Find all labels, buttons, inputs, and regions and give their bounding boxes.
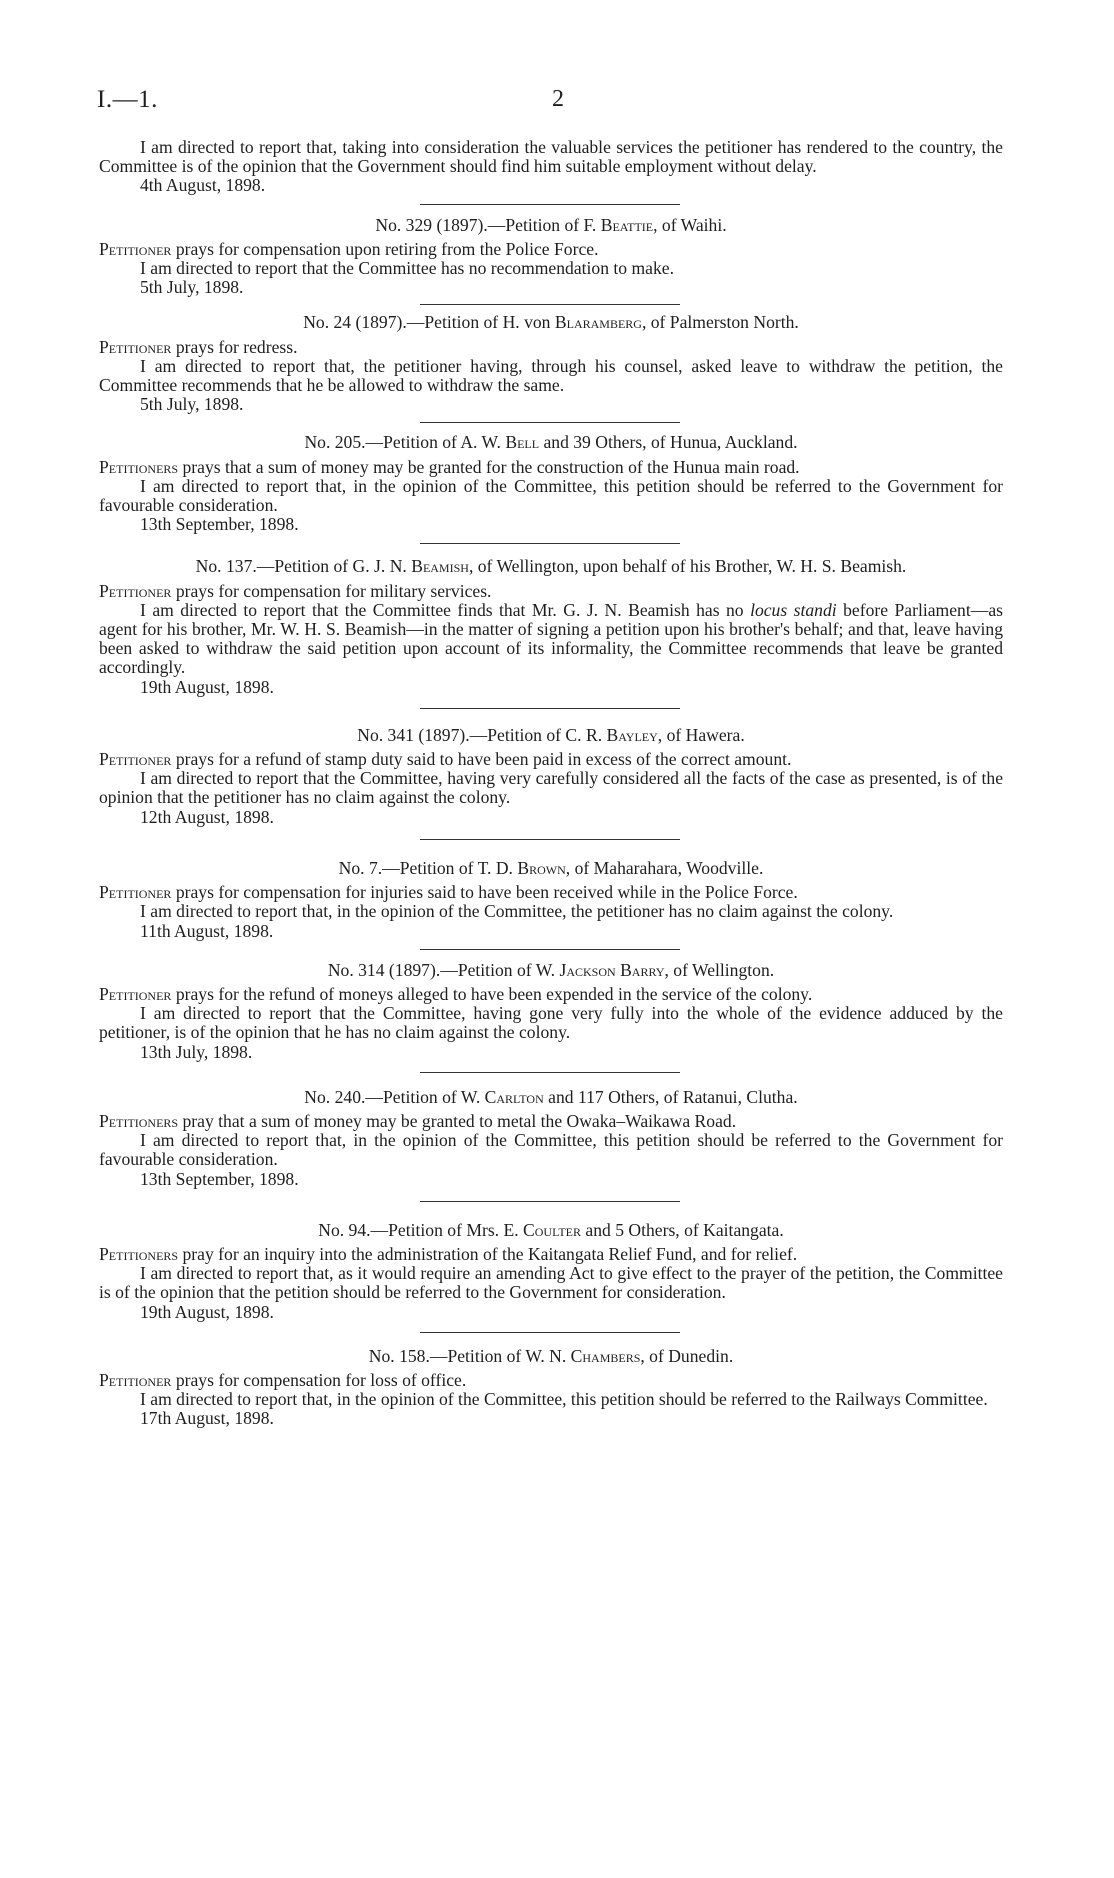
report-date: 4th August, 1898. [140, 175, 266, 196]
committee-report [99, 259, 1003, 278]
report-text: I am directed to report that the Committee has no recommendation to make. [140, 258, 674, 279]
petition-prayer [99, 985, 1003, 1004]
prayer-text: prays for compensation for military services. [171, 580, 492, 601]
petitioner-lead: Petitioner [99, 882, 172, 903]
report-text: I am directed to report that, the petitioner having, through his counsel, asked leave to withdraw the petition, the Committee recommends that he be allowed to withdraw the same. [99, 355, 1003, 396]
prayer-text: prays for compensation for injuries said to have been received while in the Police Force. [171, 882, 798, 903]
petitioner-lead: Petitioners [99, 1110, 179, 1131]
petition-entry [99, 859, 1003, 941]
petition-entry [99, 961, 1003, 1062]
petition-prayer [99, 582, 1003, 601]
report-italic-phrase: locus standi [750, 599, 837, 620]
page-number: 2 [552, 86, 564, 112]
report-text: I am directed to report that, in the opinion of the Committee, the petitioner has no claim against the colony. [140, 901, 894, 922]
petition-title-rest: , of Wellington, upon behalf of his Brother, W. H. S. Beamish. [468, 556, 907, 577]
report-text: I am directed to report that the Committee, having gone very fully into the whole of the evidence adduced by the petitioner, is of the opinion that he has no claim against the colony. [99, 1003, 1003, 1043]
petition-title [99, 726, 1003, 745]
petition-title [99, 1088, 1003, 1107]
petition-title [99, 433, 1003, 452]
petition-prayer [99, 1245, 1003, 1264]
committee-report [99, 902, 1003, 921]
prayer-text: prays that a sum of money may be granted for the construction of the Hunua main road. [178, 456, 800, 477]
section-divider [420, 839, 680, 840]
report-date: 19th August, 1898. [140, 1301, 274, 1322]
petition-title-text: No. 158.—Petition of W. N. [368, 1345, 571, 1366]
petition-title [99, 557, 1003, 576]
committee-report [99, 1131, 1003, 1169]
petition-prayer [99, 883, 1003, 902]
petition-entry [99, 726, 1003, 827]
petitioner-lead: Petitioners [99, 1243, 179, 1264]
petition-prayer [99, 458, 1003, 477]
prayer-text: prays for compensation upon retiring from the Police Force. [171, 238, 599, 259]
intro-report [99, 138, 1003, 196]
committee-report [99, 357, 1003, 395]
section-divider [420, 949, 680, 950]
petition-title [99, 216, 1003, 235]
section-divider [420, 1201, 680, 1202]
petition-title-text: No. 205.—Petition of A. W. [304, 432, 506, 453]
petition-prayer [99, 1112, 1003, 1131]
petition-title-text: No. 329 (1897).—Petition of F. [375, 214, 601, 235]
report-text-continued: before Parliament—as agent for his brother, Mr. W. H. S. Beamish—in the matter of signing a petition upon his brother's behalf; and that, leave having been asked to withdraw the said petition upon account of its informality, the Committee recommends that leave be granted accordingly. [99, 599, 1003, 678]
document-body [99, 138, 1003, 1429]
petition-title-rest: , of Wellington. [664, 959, 775, 980]
petition-prayer [99, 750, 1003, 769]
report-text: I am directed to report that the Committee, having very carefully considered all the facts of the case as presented, is of the opinion that the petitioner has no claim against the colony. [99, 768, 1003, 808]
petition-entry [99, 1088, 1003, 1189]
petitioner-name: Beattie [600, 214, 654, 235]
report-text: I am directed to report that the Committee finds that Mr. G. J. N. Beamish has no [140, 599, 751, 620]
report-date: 13th September, 1898. [140, 1168, 299, 1189]
petition-title-rest: , of Palmerston North. [641, 312, 799, 333]
petitioner-name: Beamish [411, 556, 469, 577]
section-divider [420, 1332, 680, 1333]
petition-title-rest: , of Maharahara, Woodville. [565, 857, 764, 878]
prayer-text: pray that a sum of money may be granted to metal the Owaka–Waikawa Road. [178, 1110, 737, 1131]
petition-prayer [99, 240, 1003, 259]
petition-entry [99, 313, 1003, 414]
petitioner-name: Blaramberg [554, 312, 642, 333]
petitioner-name: Brown [517, 857, 566, 878]
report-date: 11th August, 1898. [140, 920, 274, 941]
report-date: 19th August, 1898. [140, 676, 274, 697]
petition-title-rest: and 5 Others, of Kaitangata. [581, 1219, 784, 1240]
petition-title-text: No. 314 (1897).—Petition of W. [327, 959, 560, 980]
report-text: I am directed to report that, in the opinion of the Committee, this petition should be referred to the Government for favourable consideration. [99, 1130, 1003, 1170]
petitioner-lead: Petitioner [99, 336, 172, 357]
committee-report [99, 769, 1003, 807]
petition-title [99, 313, 1003, 332]
petition-prayer [99, 1371, 1003, 1390]
petitioner-name: Chambers [570, 1345, 641, 1366]
petitioner-name: Bayley [606, 724, 658, 745]
petition-title-text: No. 137.—Petition of G. J. N. [195, 556, 412, 577]
petitioner-name: Jackson Barry [559, 959, 665, 980]
petitioner-lead: Petitioner [99, 580, 172, 601]
report-date: 13th September, 1898. [140, 514, 299, 535]
petition-entry [99, 1347, 1003, 1429]
report-text: I am directed to report that, in the opinion of the Committee, this petition should be referred to the Government for favourable consideration. [99, 475, 1003, 516]
prayer-text: prays for redress. [171, 336, 298, 357]
report-date: 17th August, 1898. [140, 1408, 274, 1429]
report-text: I am directed to report that, in the opinion of the Committee, this petition should be referred to the Railways Committee. [140, 1389, 988, 1410]
report-date: 12th August, 1898. [140, 806, 274, 827]
petition-title [99, 859, 1003, 878]
petition-title-text: No. 240.—Petition of W. [304, 1086, 485, 1107]
report-date: 5th July, 1898. [140, 394, 244, 415]
document-reference: I.—1. [97, 86, 158, 113]
petitioner-lead: Petitioners [99, 456, 179, 477]
section-divider [420, 204, 680, 205]
petition-entry [99, 216, 1003, 298]
committee-report [99, 1390, 1003, 1409]
petition-title [99, 1347, 1003, 1366]
petitioner-name: Bell [505, 432, 540, 453]
report-text: I am directed to report that, taking into consideration the valuable services the petitioner has rendered to the country, the Committee is of the opinion that the Government should find him suitable employment without delay. [99, 137, 1003, 177]
petitioner-lead: Petitioner [99, 1369, 172, 1390]
petition-title [99, 1221, 1003, 1240]
report-date: 13th July, 1898. [140, 1041, 253, 1062]
section-divider [420, 422, 680, 423]
petition-prayer [99, 338, 1003, 357]
report-date: 5th July, 1898. [140, 277, 244, 298]
petition-title-rest: and 39 Others, of Hunua, Auckland. [539, 432, 798, 453]
petition-title-rest: , of Waihi. [653, 214, 727, 235]
committee-report [99, 1004, 1003, 1042]
petitioner-lead: Petitioner [99, 983, 172, 1004]
petition-title-rest: , of Dunedin. [640, 1345, 734, 1366]
petition-title-text: No. 94.—Petition of Mrs. E. [318, 1219, 524, 1240]
prayer-text: prays for the refund of moneys alleged to have been expended in the service of the colony. [171, 983, 813, 1004]
petitioner-lead: Petitioner [99, 238, 172, 259]
report-text: I am directed to report that, as it would require an amending Act to give effect to the prayer of the petition, the Committee is of the opinion that the petition should be referred to the Government for consideration. [99, 1263, 1003, 1303]
committee-report [99, 601, 1003, 678]
petition-entry [99, 557, 1003, 696]
petition-entry [99, 433, 1003, 534]
section-divider [420, 304, 680, 305]
committee-report [99, 477, 1003, 515]
petition-title-rest: and 117 Others, of Ratanui, Clutha. [543, 1086, 798, 1107]
petitioner-lead: Petitioner [99, 749, 172, 770]
petitioner-name: Carlton [484, 1086, 544, 1107]
petition-title-text: No. 7.—Petition of T. D. [338, 857, 518, 878]
petition-title-rest: , of Hawera. [657, 724, 745, 745]
petition-title-text: No. 24 (1897).—Petition of H. von [303, 312, 555, 333]
prayer-text: prays for compensation for loss of office. [171, 1369, 467, 1390]
petitioner-name: Coulter [523, 1219, 581, 1240]
prayer-text: prays for a refund of stamp duty said to have been paid in excess of the correct amount. [171, 749, 792, 770]
section-divider [420, 543, 680, 544]
petition-entry [99, 1221, 1003, 1322]
petition-title [99, 961, 1003, 980]
committee-report [99, 1264, 1003, 1302]
prayer-text: pray for an inquiry into the administration of the Kaitangata Relief Fund, and for relief. [178, 1243, 798, 1264]
section-divider [420, 1072, 680, 1073]
petition-title-text: No. 341 (1897).—Petition of C. R. [357, 724, 607, 745]
section-divider [420, 708, 680, 709]
